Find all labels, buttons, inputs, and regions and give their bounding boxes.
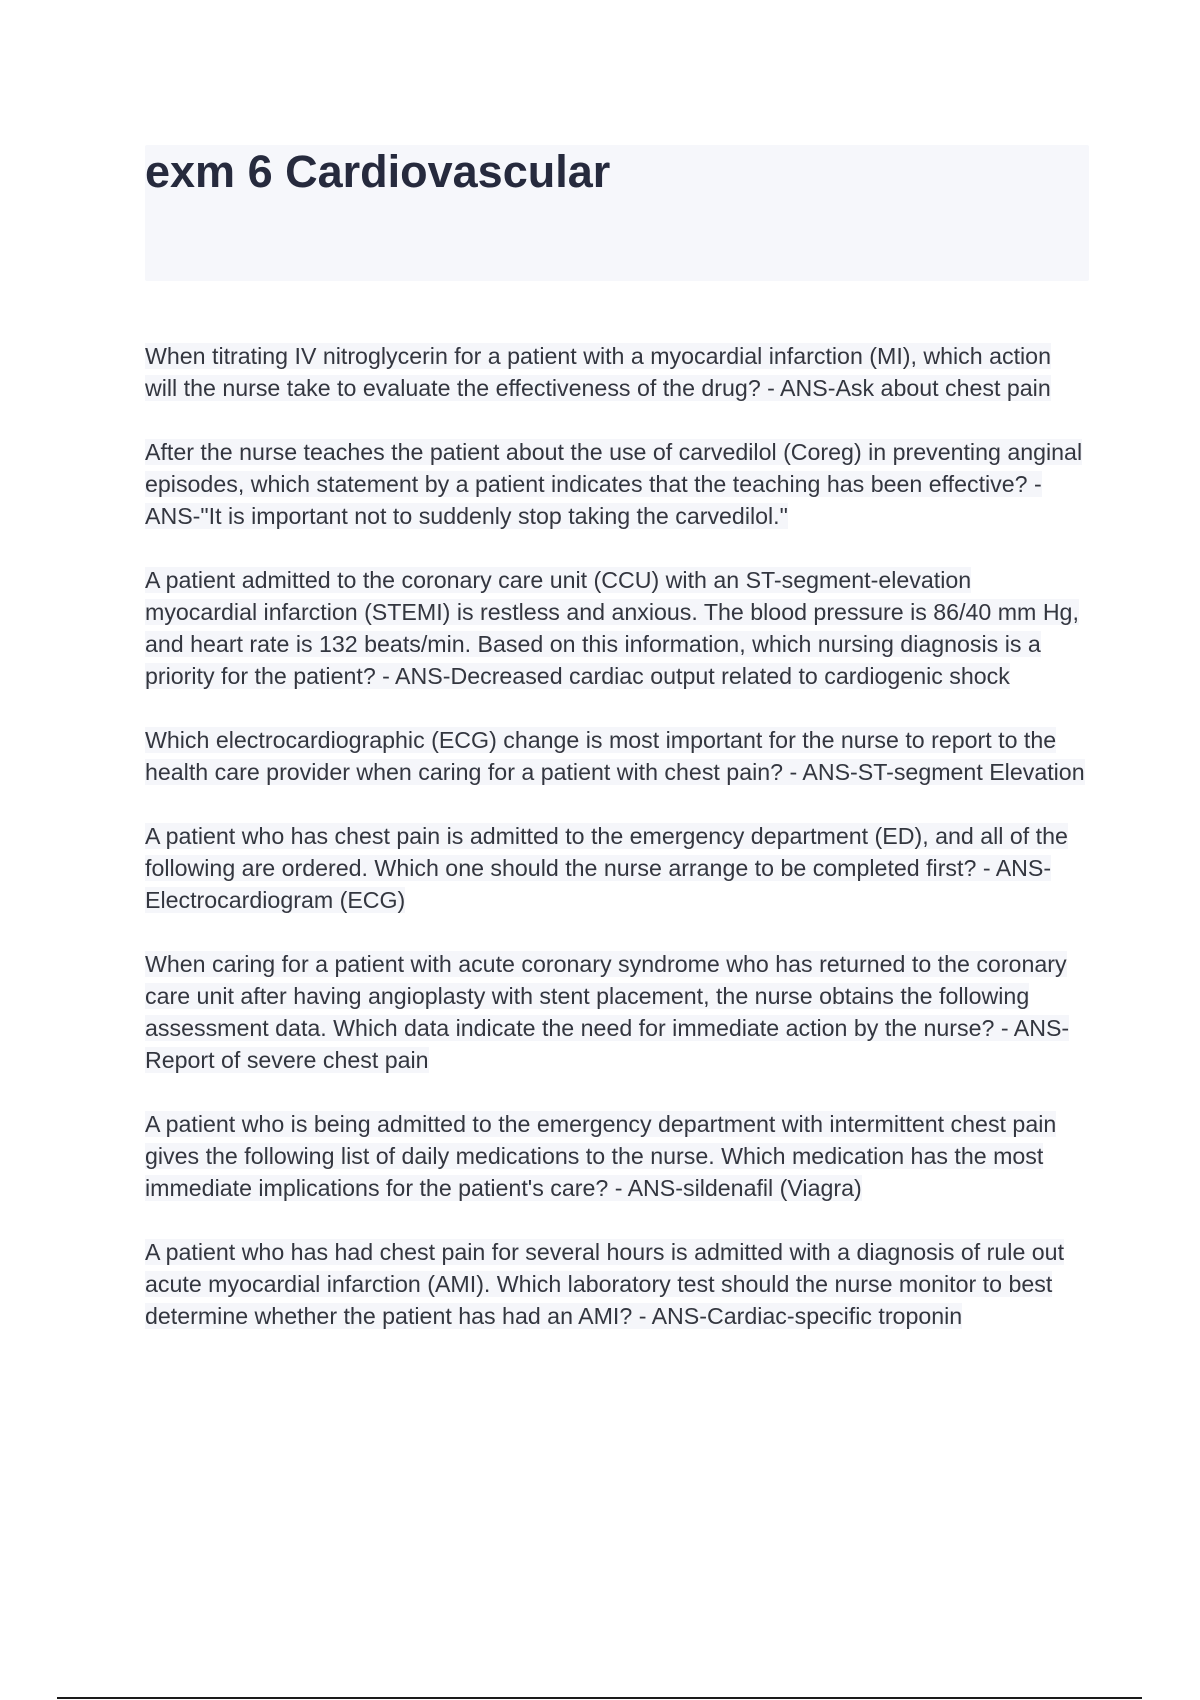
question-text: Which electrocardiographic (ECG) change is most important for the nurse to report to the health care provider when caring for a patient with chest pain?: [145, 727, 1057, 785]
question-text: When caring for a patient with acute coronary syndrome who has returned to the coronary care unit after having angioplasty with stent placement, the nurse obtains the following assessment data. Which data indicate the need for immediate action by the nurse?: [145, 951, 1067, 1041]
page-title: exm 6 Cardiovascular: [145, 146, 611, 197]
question-text: A patient admitted to the coronary care unit (CCU) with an ST-segment-elevation myocardial infarction (STEMI) is restless and anxious. The blood pressure is 86/40 mm Hg, and heart rate is 132 beats/min. Based on this information, which nursing diagnosis is a priority for the patient?: [145, 567, 1079, 689]
answer-text: Report of severe chest pain: [145, 1047, 429, 1073]
question-text: After the nurse teaches the patient about the use of carvedilol (Coreg) in preventing anginal episodes, which statement by a patient indicates that the teaching has been effective?: [145, 439, 1083, 497]
qa-item: [145, 724, 1089, 788]
qa-item: [145, 948, 1089, 1076]
answer-separator: - ANS-: [145, 471, 1042, 529]
answer-separator: - ANS-: [608, 1175, 683, 1201]
question-text: A patient who has chest pain is admitted to the emergency department (ED), and all of the following are ordered. Which one should the nurse arrange to be completed first?: [145, 823, 1068, 881]
answer-text: Electrocardiogram (ECG): [145, 887, 406, 913]
answer-separator: - ANS-: [783, 759, 858, 785]
answer-separator: - ANS-: [632, 1303, 707, 1329]
qa-item: [145, 564, 1089, 692]
answer-separator: - ANS-: [375, 663, 451, 689]
qa-item: [145, 436, 1089, 532]
qa-item: [145, 340, 1089, 404]
question-text: When titrating IV nitroglycerin for a patient with a myocardial infarction (MI), which action will the nurse take to evaluate the effectiveness of the drug?: [145, 343, 1051, 401]
answer-separator: - ANS-: [994, 1015, 1070, 1041]
question-text: A patient who has had chest pain for several hours is admitted with a diagnosis of rule out acute myocardial infarction (AMI). Which laboratory test should the nurse monitor to best determine whether the patient has had an AMI?: [145, 1239, 1065, 1329]
qa-item: [145, 820, 1089, 916]
answer-separator: - ANS-: [976, 855, 1052, 881]
qa-list: [145, 340, 1089, 1364]
footer-rule: [57, 1697, 1142, 1699]
qa-item: [145, 1236, 1089, 1332]
answer-text: "It is important not to suddenly stop taking the carvedilol.": [200, 503, 788, 529]
answer-text: Ask about chest pain: [835, 375, 1051, 401]
answer-text: ST-segment Elevation: [857, 759, 1085, 785]
qa-item: [145, 1108, 1089, 1204]
answer-separator: - ANS-: [760, 375, 836, 401]
answer-text: sildenafil (Viagra): [682, 1175, 862, 1201]
question-text: A patient who is being admitted to the emergency department with intermittent chest pain gives the following list of daily medications to the nurse. Which medication has the most immediate implications for the patient's care?: [145, 1111, 1057, 1201]
answer-text: Cardiac-specific troponin: [707, 1303, 963, 1329]
answer-text: Decreased cardiac output related to cardiogenic shock: [450, 663, 1010, 689]
